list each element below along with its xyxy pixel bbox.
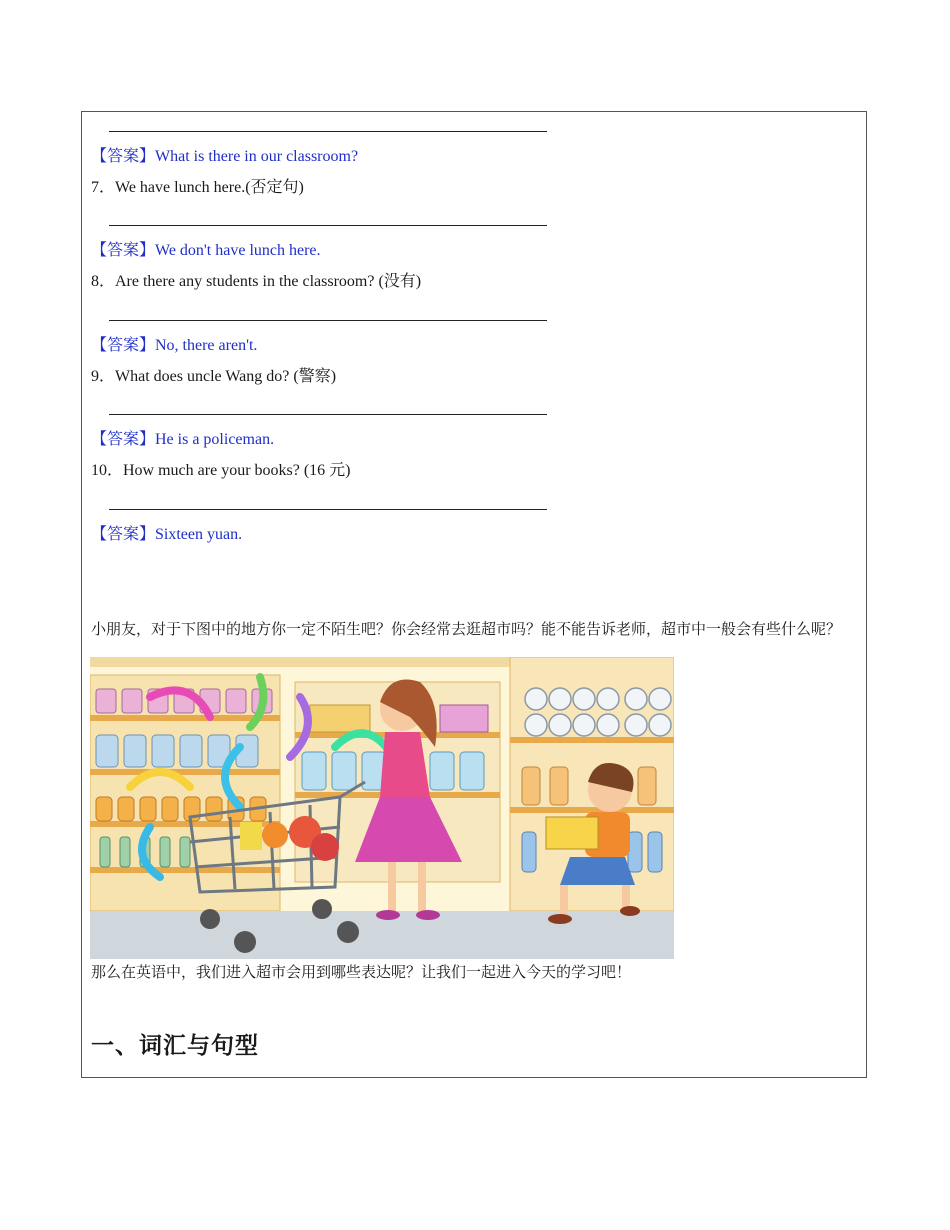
answer-blank-line [109, 320, 547, 321]
question-8: 8．Are there any students in the classroom? (没有) [91, 273, 422, 290]
question-9: 9．What does uncle Wang do? (警察) [91, 368, 337, 385]
intro-paragraph: 小朋友，对于下图中的地方你一定不陌生吧？你会经常去逛超市吗？能不能告诉老师，超市中一般会有些什么呢？ [91, 620, 842, 638]
answer-10: 【答案】Sixteen yuan. [91, 526, 243, 543]
answer-7: 【答案】We don't have lunch here. [91, 242, 321, 259]
supermarket-illustration [90, 657, 674, 959]
question-10: 10．How much are your books? (16 元) [91, 462, 351, 479]
section-heading: 一、词汇与句型 [91, 1033, 259, 1059]
worksheet-frame [81, 111, 867, 1078]
answer-blank-line [109, 509, 547, 510]
answer-blank-line [109, 131, 547, 132]
outro-paragraph: 那么在英语中，我们进入超市会用到哪些表达呢？让我们一起进入今天的学习吧！ [91, 963, 632, 981]
answer-blank-line [109, 225, 547, 226]
answer-6: 【答案】What is there in our classroom? [91, 148, 359, 165]
answer-8: 【答案】No, there aren't. [91, 337, 258, 354]
answer-blank-line [109, 414, 547, 415]
question-7: 7．We have lunch here.(否定句) [91, 179, 304, 196]
answer-9: 【答案】He is a policeman. [91, 431, 275, 448]
